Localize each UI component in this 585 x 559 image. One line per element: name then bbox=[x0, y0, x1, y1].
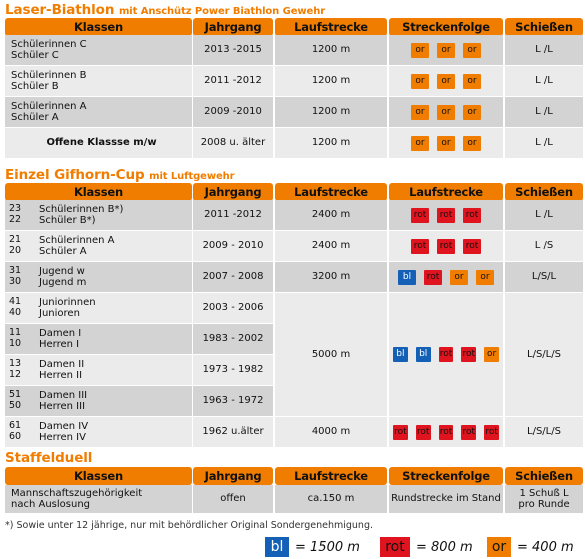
class-cell bbox=[5, 417, 192, 447]
legend-item-or bbox=[487, 537, 574, 557]
section-title-text: Staffelduell bbox=[5, 450, 93, 466]
staffelduell-title bbox=[5, 450, 92, 466]
badge-bl: bl bbox=[398, 270, 416, 285]
class-name: Schülerinnen B*) Schüler B*) bbox=[39, 203, 124, 226]
year-cell bbox=[193, 386, 273, 416]
shooting-value: L /S bbox=[534, 240, 554, 252]
badge-or: or bbox=[463, 43, 481, 58]
class-number: 23 22 bbox=[9, 203, 22, 225]
shooting-value: L /L bbox=[535, 137, 553, 149]
year-value: 2007 - 2008 bbox=[202, 271, 264, 283]
staffelduell-header-distance: Laufstrecke bbox=[275, 467, 387, 485]
year-value: 2008 u. älter bbox=[200, 137, 266, 149]
merged-distance-cell bbox=[275, 293, 387, 416]
badge-rot: rot bbox=[439, 425, 454, 440]
badge-or: or bbox=[411, 74, 429, 89]
year-cell bbox=[193, 97, 273, 127]
class-number: 61 60 bbox=[9, 420, 22, 442]
badge-or: or bbox=[484, 347, 499, 362]
distance-value: 3200 m bbox=[311, 271, 351, 283]
course-cell bbox=[389, 200, 503, 230]
badge-or: or bbox=[476, 270, 494, 285]
year-cell bbox=[193, 200, 273, 230]
gifhorn-cup-title bbox=[5, 167, 234, 183]
badge-rot: rot bbox=[437, 208, 455, 223]
badge-or: or bbox=[411, 43, 429, 58]
footnote: *) Sowie unter 12 jährige, nur mit behördlicher Original Sondergenehmigung. bbox=[5, 520, 374, 531]
year-value: 2003 - 2006 bbox=[202, 302, 264, 314]
laser-biathlon-title bbox=[5, 2, 325, 18]
shooting-cell bbox=[505, 231, 583, 261]
gifhorn-cup-header-classes: Klassen bbox=[5, 183, 192, 201]
year-value: 2013 -2015 bbox=[204, 44, 262, 56]
class-name: Schülerinnen B Schüler B bbox=[11, 69, 87, 92]
legend-label: = 400 m bbox=[517, 539, 574, 555]
distance-value: ca.150 m bbox=[307, 493, 355, 505]
shooting-cell bbox=[505, 200, 583, 230]
staffelduell-header-course: Streckenfolge bbox=[389, 467, 503, 485]
section-subtitle: mit Luftgewehr bbox=[149, 171, 235, 182]
year-cell bbox=[193, 355, 273, 385]
year-cell bbox=[193, 231, 273, 261]
course-cell bbox=[389, 231, 503, 261]
badge-or: or bbox=[437, 136, 455, 151]
class-number: 41 40 bbox=[9, 296, 22, 318]
badge-or: or bbox=[463, 74, 481, 89]
shooting-cell bbox=[505, 66, 583, 96]
course-value: Rundstrecke im Stand bbox=[391, 493, 501, 505]
shooting-cell bbox=[505, 97, 583, 127]
class-name: Damen IV Herren IV bbox=[39, 420, 89, 443]
distance-value: 1200 m bbox=[311, 44, 351, 56]
badge-rot: rot bbox=[461, 425, 476, 440]
course-cell bbox=[389, 417, 503, 447]
shooting-value: L/S/L/S bbox=[527, 426, 561, 438]
badge-or: or bbox=[437, 105, 455, 120]
distance-value: 5000 m bbox=[311, 348, 351, 360]
class-cell bbox=[5, 128, 192, 158]
distance-cell bbox=[275, 485, 387, 513]
shooting-value: L /L bbox=[535, 44, 553, 56]
class-name: Schülerinnen A Schüler A bbox=[39, 234, 115, 257]
shooting-cell bbox=[505, 417, 583, 447]
merged-course-cell bbox=[389, 293, 503, 416]
class-name: Juniorinnen Junioren bbox=[39, 296, 96, 319]
class-name: Offene Klassse m/w bbox=[46, 137, 157, 149]
class-cell bbox=[5, 262, 192, 292]
distance-cell bbox=[275, 97, 387, 127]
distance-value: 2400 m bbox=[311, 240, 351, 252]
badge-rot: rot bbox=[424, 270, 442, 285]
laser-biathlon-header-shooting: Schießen bbox=[505, 18, 583, 36]
badge-or: or bbox=[450, 270, 468, 285]
gifhorn-cup-header-course: Laufstrecke bbox=[389, 183, 503, 201]
badge-or: or bbox=[437, 74, 455, 89]
course-cell bbox=[389, 485, 503, 513]
badge-rot: rot bbox=[439, 347, 454, 362]
shooting-value: L /L bbox=[535, 106, 553, 118]
year-value: 1963 - 1972 bbox=[202, 395, 264, 407]
legend-label: = 800 m bbox=[416, 539, 473, 555]
gifhorn-cup-header-distance: Laufstrecke bbox=[275, 183, 387, 201]
legend-badge-rot: rot bbox=[380, 537, 410, 557]
class-number: 21 20 bbox=[9, 234, 22, 256]
laser-biathlon-header-course: Streckenfolge bbox=[389, 18, 503, 36]
class-name: Mannschaftszugehörigkeit nach Auslosung bbox=[11, 487, 143, 510]
legend-label: = 1500 m bbox=[295, 539, 360, 555]
legend-item-bl bbox=[265, 537, 360, 557]
year-value: 1973 - 1982 bbox=[202, 364, 264, 376]
legend-badge-or: or bbox=[487, 537, 511, 557]
year-value: 2009 - 2010 bbox=[202, 240, 264, 252]
badge-bl: bl bbox=[393, 347, 408, 362]
laser-biathlon-header-classes: Klassen bbox=[5, 18, 192, 36]
distance-cell bbox=[275, 231, 387, 261]
class-cell bbox=[5, 35, 192, 65]
badge-or: or bbox=[463, 105, 481, 120]
distance-cell bbox=[275, 200, 387, 230]
distance-value: 1200 m bbox=[311, 75, 351, 87]
class-number: 51 50 bbox=[9, 389, 22, 411]
distance-cell bbox=[275, 66, 387, 96]
distance-cell bbox=[275, 262, 387, 292]
shooting-cell bbox=[505, 485, 583, 513]
course-cell bbox=[389, 128, 503, 158]
course-cell bbox=[389, 97, 503, 127]
staffelduell-header-shooting: Schießen bbox=[505, 467, 583, 485]
merged-shooting-cell bbox=[505, 293, 583, 416]
year-value: 2011 -2012 bbox=[204, 75, 262, 87]
course-cell bbox=[389, 262, 503, 292]
course-cell bbox=[389, 35, 503, 65]
class-name: Damen I Herren I bbox=[39, 327, 82, 350]
class-number: 13 12 bbox=[9, 358, 22, 380]
badge-or: or bbox=[411, 136, 429, 151]
class-name: Schülerinnen C Schüler C bbox=[11, 38, 87, 61]
class-number: 11 10 bbox=[9, 327, 22, 349]
distance-value: 4000 m bbox=[311, 426, 351, 438]
year-value: 2011 -2012 bbox=[204, 209, 262, 221]
laser-biathlon-header-year: Jahrgang bbox=[193, 18, 273, 36]
badge-or: or bbox=[437, 43, 455, 58]
badge-rot: rot bbox=[463, 239, 481, 254]
badge-or: or bbox=[411, 105, 429, 120]
class-cell bbox=[5, 485, 192, 513]
year-value: 2009 -2010 bbox=[204, 106, 262, 118]
class-name: Schülerinnen A Schüler A bbox=[11, 100, 87, 123]
shooting-cell bbox=[505, 128, 583, 158]
year-cell bbox=[193, 128, 273, 158]
course-cell bbox=[389, 66, 503, 96]
distance-value: 2400 m bbox=[311, 209, 351, 221]
shooting-cell bbox=[505, 35, 583, 65]
distance-value: 1200 m bbox=[311, 106, 351, 118]
badge-rot: rot bbox=[411, 239, 429, 254]
class-cell bbox=[5, 66, 192, 96]
class-cell bbox=[5, 231, 192, 261]
badge-rot: rot bbox=[393, 425, 408, 440]
class-name: Damen III Herren III bbox=[39, 389, 88, 412]
shooting-value: L/S/L/S bbox=[527, 348, 561, 360]
class-cell bbox=[5, 355, 192, 385]
year-cell bbox=[193, 66, 273, 96]
distance-cell bbox=[275, 35, 387, 65]
shooting-value: L /L bbox=[535, 209, 553, 221]
staffelduell-header-year: Jahrgang bbox=[193, 467, 273, 485]
year-cell bbox=[193, 324, 273, 354]
badge-rot: rot bbox=[437, 239, 455, 254]
badge-rot: rot bbox=[484, 425, 499, 440]
shooting-cell bbox=[505, 262, 583, 292]
year-cell bbox=[193, 293, 273, 323]
legend-badge-bl: bl bbox=[265, 537, 289, 557]
badge-or: or bbox=[463, 136, 481, 151]
class-cell bbox=[5, 324, 192, 354]
section-title-text: Einzel Gifhorn-Cup bbox=[5, 167, 145, 183]
section-subtitle: mit Anschütz Power Biathlon Gewehr bbox=[118, 6, 326, 17]
class-cell bbox=[5, 200, 192, 230]
badge-bl: bl bbox=[416, 347, 431, 362]
shooting-value: 1 Schuß L pro Runde bbox=[518, 487, 570, 510]
class-name: Damen II Herren II bbox=[39, 358, 85, 381]
section-title-text: Laser-Biathlon bbox=[5, 2, 115, 18]
distance-cell bbox=[275, 417, 387, 447]
class-cell bbox=[5, 386, 192, 416]
distance-value: 1200 m bbox=[311, 137, 351, 149]
class-cell bbox=[5, 97, 192, 127]
shooting-value: L/S/L bbox=[531, 271, 557, 283]
gifhorn-cup-header-shooting: Schießen bbox=[505, 183, 583, 201]
badge-rot: rot bbox=[411, 208, 429, 223]
badge-rot: rot bbox=[463, 208, 481, 223]
distance-cell bbox=[275, 128, 387, 158]
year-cell bbox=[193, 485, 273, 513]
year-value: offen bbox=[220, 493, 246, 505]
badge-rot: rot bbox=[416, 425, 431, 440]
year-cell bbox=[193, 262, 273, 292]
gifhorn-cup-header-year: Jahrgang bbox=[193, 183, 273, 201]
class-name: Jugend w Jugend m bbox=[39, 265, 87, 288]
year-cell bbox=[193, 35, 273, 65]
class-number: 31 30 bbox=[9, 265, 22, 287]
badge-rot: rot bbox=[461, 347, 476, 362]
year-cell bbox=[193, 417, 273, 447]
year-value: 1962 u.älter bbox=[202, 426, 264, 438]
staffelduell-header-classes: Klassen bbox=[5, 467, 192, 485]
legend-item-rot bbox=[380, 537, 473, 557]
year-value: 1983 - 2002 bbox=[202, 333, 264, 345]
class-cell bbox=[5, 293, 192, 323]
laser-biathlon-header-distance: Laufstrecke bbox=[275, 18, 387, 36]
shooting-value: L /L bbox=[535, 75, 553, 87]
